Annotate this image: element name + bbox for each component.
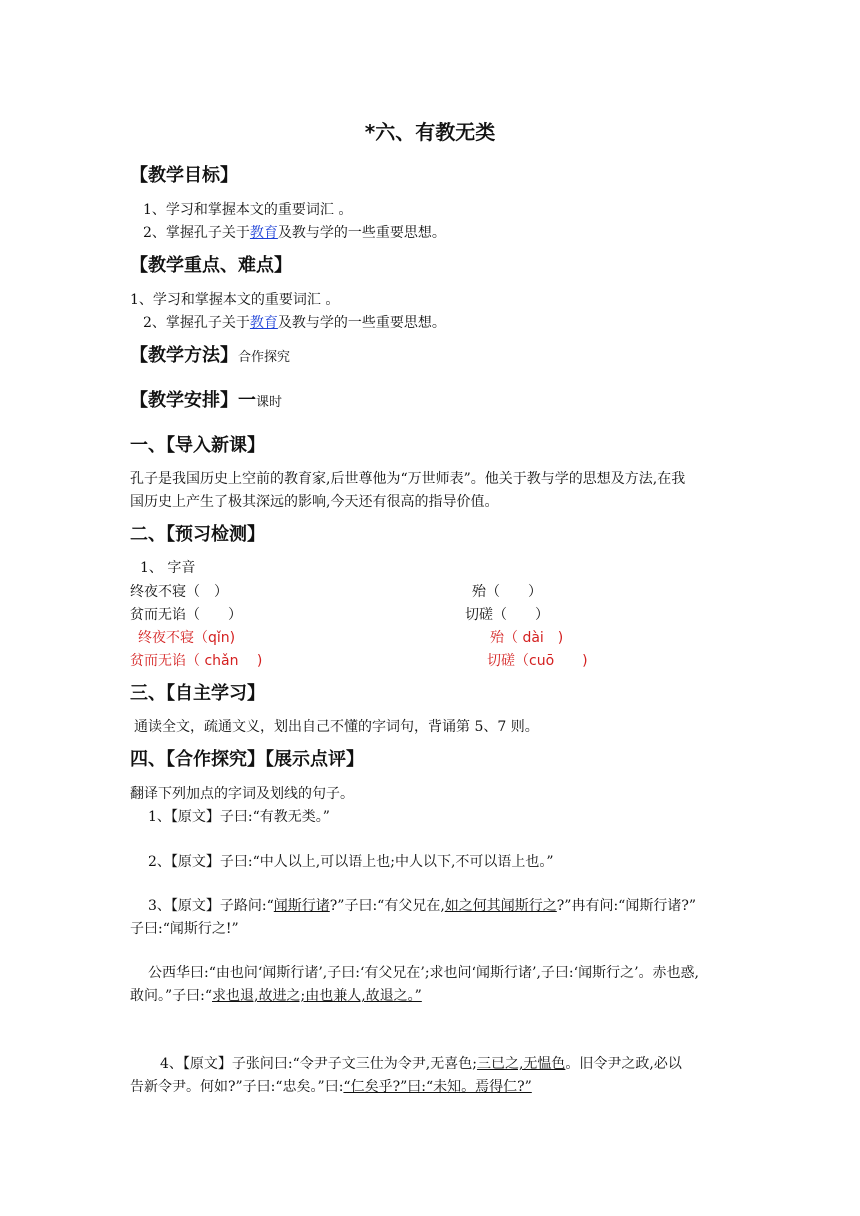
answer-right-1: 殆（ dài ) <box>490 630 564 646</box>
keypoint-2-text: 2、掌握孔子关于 <box>143 315 250 331</box>
passage-3-line-1 <box>148 895 696 915</box>
passage-3b-part-a: 敢问。”子曰:“ <box>130 988 213 1004</box>
section3-text: 通读全文，疏通文义，划出自己不懂的字词句，背诵第 5、7 则。 <box>134 719 539 735</box>
question-left-2: 贫而无谄（ ） <box>130 607 242 623</box>
objective-item-2 <box>143 222 446 242</box>
passage-3b-underline: 求也退,故进之;由也兼人,故退之。” <box>212 988 422 1004</box>
answer-left-1: 终夜不寝（qǐn) <box>138 630 236 646</box>
objective-2-text: 2、掌握孔子关于 <box>143 225 250 241</box>
method-heading: 【教学方法】 <box>130 345 238 366</box>
section4-heading: 四、【合作探究】【展示点评】 <box>130 749 364 770</box>
schedule-value: 一 <box>238 390 256 411</box>
method-row <box>130 341 290 367</box>
section1-line-1: 孔子是我国历史上空前的教育家,后世尊他为“万世师表”。他关于教与学的思想及方法,在我 <box>130 471 686 487</box>
section3-heading: 三、【自主学习】 <box>130 683 265 704</box>
education-link[interactable]: 教育 <box>249 225 278 241</box>
section2-heading: 二、【预习检测】 <box>130 524 265 545</box>
keypoint-item-2 <box>143 312 446 332</box>
passage-3-part-a: 3、【原文】子路问:“ <box>148 898 274 914</box>
passage-1: 1、【原文】子曰:“有教无类。” <box>148 809 330 825</box>
passage-4-underline-2: “仁矣乎?”曰:“未知。焉得仁?” <box>343 1079 532 1095</box>
passage-4-underline-1: 三已之,无愠色 <box>476 1056 566 1072</box>
question-left-1: 终夜不寝（ ） <box>130 584 228 600</box>
passage-3-part-e: ?”冉有问:“闻斯行诸?” <box>556 898 696 914</box>
passage-3b-line-1: 公西华曰:“由也问‘闻斯行诸’,子曰:‘有父兄在’;求也问‘闻斯行诸’,子曰:‘闻斯行之’。赤也惑, <box>148 965 699 981</box>
keypoints-heading: 【教学重点、难点】 <box>130 255 292 276</box>
section1-line-2: 国历史上产生了极其深远的影响,今天还有很高的指导价值。 <box>130 494 499 510</box>
pronunciation-subheading: 1、 字音 <box>140 560 196 576</box>
passage-4-part-d: 告新令尹。何如?”子曰:“忠矣。”曰: <box>130 1079 344 1095</box>
method-value: 合作探究 <box>238 350 291 365</box>
schedule-unit: 课时 <box>256 395 283 410</box>
question-right-1: 殆（ ） <box>472 584 542 600</box>
passage-4-line-2 <box>130 1076 532 1096</box>
passage-3-underline-2: 如之何其闻斯行之 <box>444 898 557 914</box>
section4-intro: 翻译下列加点的字词及划线的句子。 <box>130 786 354 802</box>
answer-right-2: 切磋（cuō ) <box>487 653 588 669</box>
passage-2: 2、【原文】子曰:“中人以上,可以语上也;中人以下,不可以语上也。” <box>148 854 554 870</box>
passage-3-underline-1: 闻斯行诸 <box>273 898 330 914</box>
passage-4-part-a: 4、【原文】子张问曰:“令尹子文三仕为令尹,无喜色; <box>160 1056 477 1072</box>
keypoint-2-text-after: 及教与学的一些重要思想。 <box>277 315 446 331</box>
passage-4-part-c: 。旧令尹之政,必以 <box>565 1056 682 1072</box>
section1-heading: 一、【导入新课】 <box>130 435 265 456</box>
objectives-heading: 【教学目标】 <box>130 165 238 186</box>
schedule-heading: 【教学安排】 <box>130 390 238 411</box>
passage-3b-line-2 <box>130 985 422 1005</box>
passage-3-part-c: ?”子曰:“有父兄在, <box>329 898 445 914</box>
schedule-row <box>130 386 282 412</box>
education-link-2[interactable]: 教育 <box>249 315 278 331</box>
objective-1-text: 1、学习和掌握本文的重要词汇 。 <box>143 202 353 218</box>
objective-2-text-after: 及教与学的一些重要思想。 <box>277 225 446 241</box>
question-right-2: 切磋（ ） <box>465 607 549 623</box>
keypoint-1-text: 1、学习和掌握本文的重要词汇 。 <box>130 292 340 308</box>
keypoint-item-1 <box>130 289 339 309</box>
passage-4-line-1 <box>160 1053 682 1073</box>
page-title: *六、有教无类 <box>364 120 496 144</box>
answer-left-2: 贫而无谄（ chǎn ) <box>130 653 263 669</box>
passage-3-line-2: 子曰:“闻斯行之!” <box>130 921 239 937</box>
objective-item-1 <box>143 199 352 219</box>
